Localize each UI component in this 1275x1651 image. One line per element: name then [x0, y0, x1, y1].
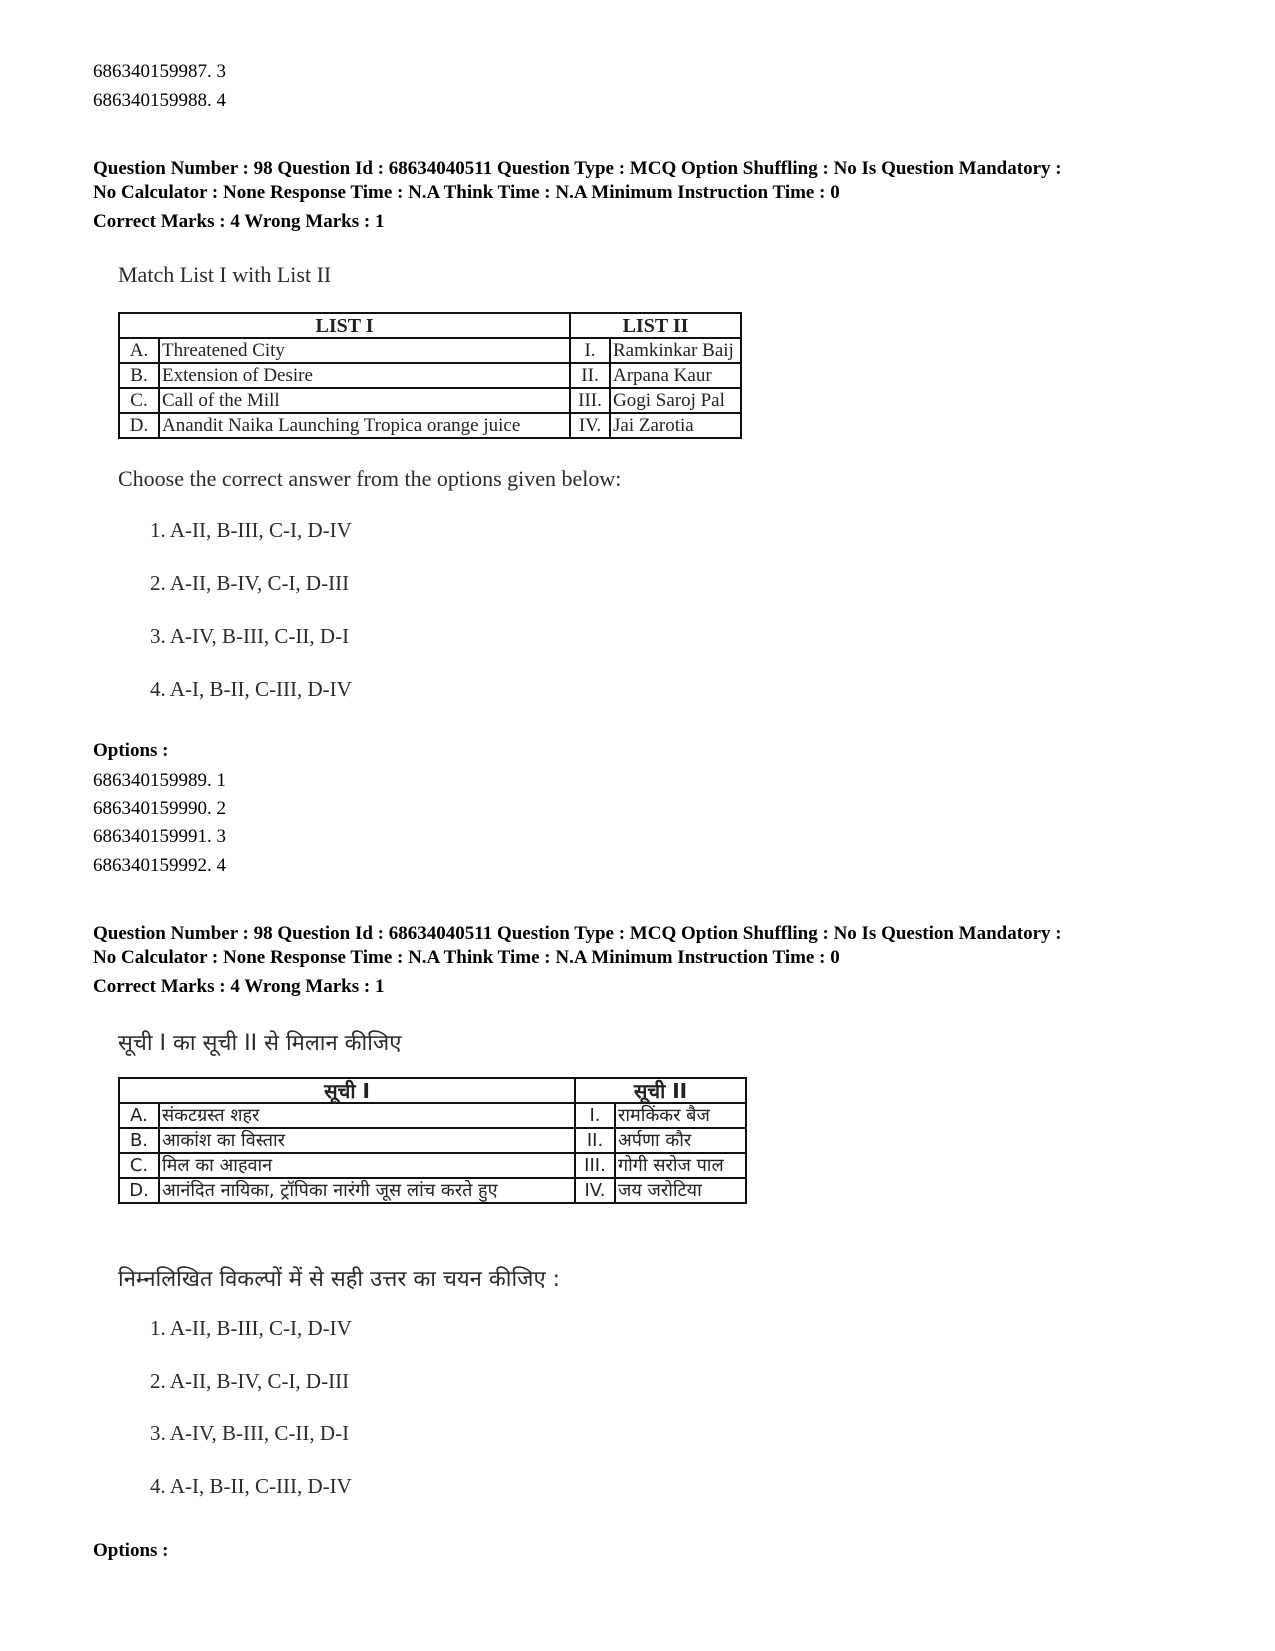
list1-key: C.: [119, 1153, 159, 1178]
table-row: [119, 1103, 746, 1128]
question-instruction: Choose the correct answer from the options given below:: [118, 466, 622, 491]
table-row: [119, 338, 741, 363]
list1-key: C.: [119, 388, 159, 413]
list2-item: Jai Zarotia: [610, 413, 741, 438]
option-id: 686340159987.: [93, 61, 212, 82]
option-number: 2: [216, 798, 226, 819]
table-header-row: [119, 313, 741, 338]
list1-header: LIST I: [119, 313, 570, 338]
list1-item: Threatened City: [159, 338, 570, 363]
option-number: 1: [216, 770, 226, 791]
option-number: 3: [216, 61, 226, 82]
question-meta-line2: No Calculator : None Response Time : N.A Think Time : N.A Minimum Instruction Time : 0: [93, 182, 840, 203]
option-id: 686340159990.: [93, 798, 212, 819]
list1-key: D.: [119, 413, 159, 438]
answer-choice: 2. A-II, B-IV, C-I, D-III: [150, 571, 350, 595]
list1-item: Call of the Mill: [159, 388, 570, 413]
list2-key: II.: [575, 1128, 615, 1153]
option-id: 686340159991.: [93, 826, 212, 847]
list1-item: मिल का आहवान: [159, 1153, 575, 1178]
options-label: Options :: [93, 1540, 169, 1561]
list2-key: II.: [570, 363, 610, 388]
list2-item: Ramkinkar Baij: [610, 338, 741, 363]
list2-item: Gogi Saroj Pal: [610, 388, 741, 413]
question-prompt: Match List I with List II: [118, 262, 332, 287]
question-meta-line1: Question Number : 98 Question Id : 68634040511 Question Type : MCQ Option Shuffling : No Is Question Mandatory :: [93, 923, 1062, 944]
answer-choice: 3. A-IV, B-III, C-II, D-I: [150, 624, 350, 648]
answer-choice: 4. A-I, B-II, C-III, D-IV: [150, 1474, 352, 1498]
list2-key: IV.: [575, 1178, 615, 1203]
list1-header: सूची I: [119, 1078, 575, 1103]
match-table: [118, 312, 742, 439]
option-id: 686340159989.: [93, 770, 212, 791]
answer-choice: 3. A-IV, B-III, C-II, D-I: [150, 1421, 350, 1445]
list2-key: I.: [570, 338, 610, 363]
answer-choice: 4. A-I, B-II, C-III, D-IV: [150, 677, 352, 701]
list1-key: B.: [119, 1128, 159, 1153]
answer-choice: 2. A-II, B-IV, C-I, D-III: [150, 1369, 350, 1393]
list2-item: Arpana Kaur: [610, 363, 741, 388]
option-number: 4: [216, 90, 226, 111]
table-row: [119, 1178, 746, 1203]
list1-key: D.: [119, 1178, 159, 1203]
list2-item: रामकिंकर बैज: [615, 1103, 746, 1128]
answer-choice: 1. A-II, B-III, C-I, D-IV: [150, 518, 352, 542]
list1-item: Anandit Naika Launching Tropica orange juice: [159, 413, 570, 438]
option-id: 686340159988.: [93, 90, 212, 111]
option-number: 4: [216, 855, 226, 876]
table-row: [119, 363, 741, 388]
list1-key: A.: [119, 338, 159, 363]
option-line: [93, 826, 226, 848]
list2-key: IV.: [570, 413, 610, 438]
table-row: [119, 1128, 746, 1153]
list1-item: Extension of Desire: [159, 363, 570, 388]
list1-item: आनंदित नायिका, ट्रॉपिका नारंगी जूस लांच करते हुए: [159, 1178, 575, 1203]
list2-header: LIST II: [570, 313, 741, 338]
list1-item: आकांश का विस्तार: [159, 1128, 575, 1153]
option-line: [93, 90, 226, 112]
question-marks: Correct Marks : 4 Wrong Marks : 1: [93, 976, 385, 997]
list2-item: गोगी सरोज पाल: [615, 1153, 746, 1178]
option-number: 3: [216, 826, 226, 847]
answer-choice: 1. A-II, B-III, C-I, D-IV: [150, 1316, 352, 1340]
list2-key: III.: [575, 1153, 615, 1178]
list2-key: I.: [575, 1103, 615, 1128]
table-row: [119, 1153, 746, 1178]
options-label: Options :: [93, 740, 169, 761]
list2-key: III.: [570, 388, 610, 413]
table-header-row: [119, 1078, 746, 1103]
table-row: [119, 388, 741, 413]
list1-item: संकटग्रस्त शहर: [159, 1103, 575, 1128]
table-row: [119, 413, 741, 438]
option-line: [93, 61, 226, 83]
option-line: [93, 798, 226, 820]
list2-item: अर्पणा कौर: [615, 1128, 746, 1153]
option-line: [93, 770, 226, 792]
match-table: [118, 1077, 747, 1204]
question-meta-line2: No Calculator : None Response Time : N.A Think Time : N.A Minimum Instruction Time : 0: [93, 947, 840, 968]
question-instruction: निम्नलिखित विकल्पों में से सही उत्तर का चयन कीजिए :: [118, 1267, 561, 1292]
option-line: [93, 855, 226, 877]
list1-key: A.: [119, 1103, 159, 1128]
question-meta-line1: Question Number : 98 Question Id : 68634040511 Question Type : MCQ Option Shuffling : No Is Question Mandatory :: [93, 158, 1062, 179]
list2-item: जय जरोटिया: [615, 1178, 746, 1203]
option-id: 686340159992.: [93, 855, 212, 876]
question-marks: Correct Marks : 4 Wrong Marks : 1: [93, 211, 385, 232]
list1-key: B.: [119, 363, 159, 388]
question-prompt: सूची I का सूची II से मिलान कीजिए: [118, 1031, 402, 1056]
list2-header: सूची II: [575, 1078, 746, 1103]
